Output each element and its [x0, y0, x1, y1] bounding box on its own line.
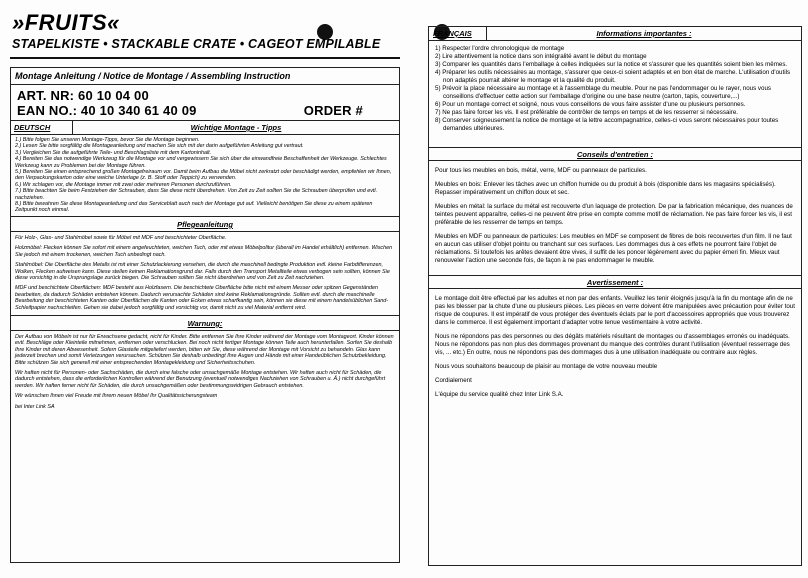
- paragraph: Nous ne répondons pas des personnes ou des dégâts matériels résultant de montages ou d'assemblages erronés ou inadéquats. Nous ne répondons pas non plus des dommages provenant du manque des contrôles durant l'utilisation (éventuel resserrage des vis, ... etc.) En outre, nous ne répondons pas des dommages dus à une utilisation inadéquate ou contraire aux règles.: [435, 333, 790, 356]
- care-title: Pflegeanleitung: [177, 219, 233, 229]
- paragraph: Meubles en bois: Enlever les tâches avec un chiffon humide ou du produit à bois (disponible dans les magasins spécialisés). Repasser impérativement un chiffon doux et sec.: [435, 181, 776, 196]
- manual-title-box: [10, 67, 400, 85]
- signature: bei Inter Link SA: [15, 403, 55, 410]
- warning-title: Warnung:: [187, 318, 223, 328]
- deutsch-section: [10, 121, 400, 563]
- paragraph: Wir wünschen Ihnen viel Freude mit Ihrem neuen Möbel Ihr Qualitätssicherungsteam: [15, 393, 218, 400]
- list-item: 6) Pour un montage correct et soigné, nous vous conseillons de vous faire assister d'une ou plusieurs personnes.: [435, 101, 746, 108]
- list-item: 2) Lire attentivement la notice dans son intégralité avant le début du montage: [435, 53, 647, 60]
- paragraph: Cordialement: [435, 377, 472, 384]
- paragraph: Wir haften nicht für Personen- oder Sachschäden, die durch eine falsche oder unsachgemäße Montage entstehen. Wir haften auch nicht für Schäden, die dadurch entstehen, dass die erforderlichen Kontrollen während der Benutzung (eventuell notwendiges Nachziehen von Schrauben u. Ä.) nicht durchgeführt werden. Wir haften ferner nicht für Schäden, die durch unsachgemäßen oder bestimmungswidrigen Gebrauch entstehen.: [15, 369, 386, 389]
- ean-row: [17, 103, 393, 118]
- paragraph: Meubles en métal: la surface du métal est recouverte d'un laquage de protection. De par la fabrication mécanique, des nuances de teintes peuvent apparaître, celles-ci ne peuvent être prise en compte comme motif de réclamation. Ne pas faire forcer les vis, il est préférable de les resserrer de temps en temps.: [435, 203, 793, 226]
- list-item: 3.) Vergleichen Sie die aufgeführte Teile- und Beschlagsliste mit dem Kartoninhalt.: [15, 149, 212, 156]
- list-item: 4) Préparer les outils nécessaires au montage, s'assurer que ceux-ci soient adaptés et en bon état de marche. L'utilisation d'outils non adaptés pourrait altérer le montage et la qualité du produit.: [435, 69, 791, 84]
- order-label: ORDER #: [303, 103, 363, 118]
- article-number: ART. NR: 60 10 04 00: [17, 88, 149, 103]
- list-item: 2.) Lesen Sie bitte sorgfältig die Montageanleitung und machen Sie sich mit der darin aufgeführten Anleitung gut vertraut.: [15, 143, 304, 150]
- warning-title: Avertissement :: [429, 275, 801, 289]
- brand-title: »FRUITS«: [12, 10, 120, 35]
- care-text: [429, 167, 801, 265]
- tips-list: [429, 41, 801, 133]
- paragraph: Pour tous les meubles en bois, métal, verre, MDF ou panneaux de particules.: [435, 167, 647, 174]
- ean-number: EAN NO.: 40 10 340 61 40 09: [17, 103, 197, 118]
- warning-text: [429, 295, 801, 399]
- signature: L'équipe du service qualité chez Inter Link S.A.: [435, 391, 564, 398]
- list-item: 7) Ne pas faire forcer les vis. Il est préférable de contrôler de temps en temps et de les resserrer si nécessaire.: [435, 109, 738, 116]
- paragraph: Stahlmöbel: Die Oberfläche des Metalls ist mit einer Schutzlackierung versehen, die durch die maschinell bedingte Produktion evtl. kleine Farbdifferenzen, Wolken, Flecken aufweisen kann. Diese stellen keinen Reklamationsgrund dar. Falls durch den Transport Metallteile etwas verbogen sein sollten, können Sie diese vorsichtig in die Ursprungslage zurück biegen. Die Schrauben sollten Sie nicht überdrehen und von Zeit zu Zeit nachziehen.: [15, 262, 390, 281]
- section-title: Wichtige Montage - Tipps: [190, 123, 282, 132]
- paragraph: Für Holz-, Glas- und Stahlmöbel sowie für Möbel mit MDF und beschichteter Oberfläche.: [15, 234, 227, 241]
- paragraph: Der Aufbau von Möbeln ist nur für Erwachsene gedacht, nicht für Kinder. Bitte entfernen Sie Ihre Kinder während der Montage vom Montageort. Kinder können evtl. Beschläge oder Kleinteile mitnehmen, entfernen oder verschlucken. Bei noch nicht fertiger Montage können Teile auch herunterfallen. Sorfen Sie deshalb Ihre Kinder mit deren Abwesenheit. Sofern Glasteile mitgeliefert werden, bitten wir Sie, diese während der Montage mit Vorsicht zu behandeln. Glas kann jederzeit brechen und somit Verletzungen verursachen. Schützen Sie deshalb unbedingt Ihre Augen und Hände mit einer Handeüblichen Schutzbekleidung. Bitte schützen Sie sich generell mit einer entsprechenden Montagekleidung und Sicherheitsschuhen.: [15, 333, 394, 366]
- paragraph: Holzmöbel: Flecken können Sie sofort mit einem angefeuchteten, weichen Tuch, oder mit etwas Möbelpolitur (überall im Handel erhältlich) entfernen. Wischen Sie jedoch mit einem trockenen, weichen Tuch unbedingt nach.: [15, 245, 393, 258]
- left-column: [10, 6, 400, 572]
- deutsch-header: [11, 121, 399, 135]
- warning-header: [11, 315, 399, 331]
- divider: [10, 57, 400, 59]
- tips-list: [11, 135, 399, 214]
- care-title: Conseils d'entretien :: [429, 147, 801, 161]
- care-header: [11, 216, 399, 232]
- right-column: [428, 26, 802, 566]
- list-item: 8.) Bitte bewahren Sie diese Montageanleitung und das Serviceblatt auch nach der Montage gut auf. Vielleicht benötigen Sie diese zu einem späteren Zeitpunkt noch einmal.: [15, 201, 373, 214]
- warning-text: [11, 334, 399, 410]
- article-box: [10, 85, 400, 121]
- section-title: Informations importantes :: [596, 29, 692, 38]
- list-item: 3) Comparer les quantités dans l'emballage à celles indiquées sur la notice et s'assurer que les quantités soient bien les mêmes.: [435, 61, 788, 68]
- care-text: [11, 235, 399, 311]
- paragraph: Nous vous souhaitons beaucoup de plaisir au montage de votre nouveau meuble: [435, 363, 658, 370]
- francais-header: [429, 27, 801, 41]
- list-item: 8) Conserver soigneusement la notice de montage et la lettre accompagnatrice, celles-ci vous seront nécessaires pour toutes demandes ultérieures.: [435, 117, 779, 132]
- paragraph: Meubles en MDF ou panneaux de particules: Les meubles en MDF se composent de fibres de bois recouvertes d'un film. Il ne faut en aucun cas utiliser d'objet pointu ou tranchant sur ces surfaces. Les dommages dus à ces effets ne pourront faire l'objet de réclamations. Si toutefois les arêtes devaient être vives, il suffit de les poncer légèrement avec du papier émeri fin. Mieux vaut renouveler l'action une seconde fois, de façon à ne pas endommager le meuble.: [435, 233, 792, 264]
- product-subtitle: STAPELKISTE • STACKABLE CRATE • CAGEOT EMPILABLE: [12, 37, 381, 51]
- language-label: DEUTSCH: [11, 121, 73, 134]
- language-label: FRANÇAIS: [429, 27, 487, 40]
- list-item: 1.) Bitte folgen Sie unseren Montage-Tipps, bevor Sie die Montage beginnen.: [15, 137, 200, 143]
- list-item: 1) Respecter l'ordre chronologique de montage: [435, 45, 565, 52]
- manual-title: Montage Anleitung / Notice de Montage / Assembling Instruction: [15, 71, 291, 81]
- list-item: 4.) Bereiten Sie das notwendige Werkzeug für die Montage vor und vergewissern Sie sich über die einwandfreie Beschaffenheit der Werkzeuge. Schlechtes Werkzeug kann zu Problemen bei der Montage führen.: [15, 156, 387, 169]
- list-item: 5.) Bereiten Sie einen entsprechend großen Montagefreiraum vor. Damit beim Aufbau die Möbel nicht zerkratzt oder beschädigt werden, empfehlen wir Ihnen, den Verpackungskarton oder eine weiche Unterlage (z. B. Stoff oder Teppich) zu verwenden.: [15, 169, 392, 182]
- paragraph: Le montage doit être effectué par les adultes et non par des enfants. Veuillez les tenir éloignés jusqu'à la fin du montage afin de ne pas les blesser par la chute d'une ou plusieurs pièces. Les pièces en verre doivent être manipulées avec précaution pour éviter tout risque de coupures. Il est impératif de vous protéger des éventuels éclats par le port d'accessoires appropriés que vous trouverez dans le commerce. Il est également important d'adapter votre tenue vestimentaire à votre activité.: [435, 295, 795, 326]
- list-item: 5) Prévoir la place nécessaire au montage et à l'assemblage du meuble. Pour ne pas l'endommager ou le rayer, nous vous conseillons d'effectuer cette action sur l'emballage d'origine ou une base neutre (carton, tapis, couverture,...): [435, 85, 771, 100]
- list-item: 6.) Wir schlagen vor, die Montage immer mit zwei oder mehreren Personen durchzuführen.: [15, 181, 232, 188]
- list-item: 7.) Bitte beachten Sie beim Festziehen der Schrauben, dass Sie diese nicht überdrehen. Von Zeit zu Zeit sollten Sie die Schrauben überprüfen und evtl. nachziehen.: [15, 188, 378, 201]
- paragraph: MDF und beschichtete Oberflächen: MDF besteht aus Holzfasern. Die beschichtete Oberfläche bitte nicht mit einem Messer oder spitzen Gegenständen bearbeiten, da dadurch Schäden entstehen können. Dadurch verursachte Schäden sind keine Reklamationsgründe. Sollten evtl. durch die maschinelle Bearbeitung der beschichteten Kanten oder Oberflächen die Kanten oder Ecken etwas scharfkantig sein, können sie diese mit einem handelsüblichen Sand-Schleifpapier nachschleifen. Gehen sie dabei jedoch sorgfältig und vorsichtig vor, damit nicht zu viel Material entfernt wird.: [15, 285, 389, 311]
